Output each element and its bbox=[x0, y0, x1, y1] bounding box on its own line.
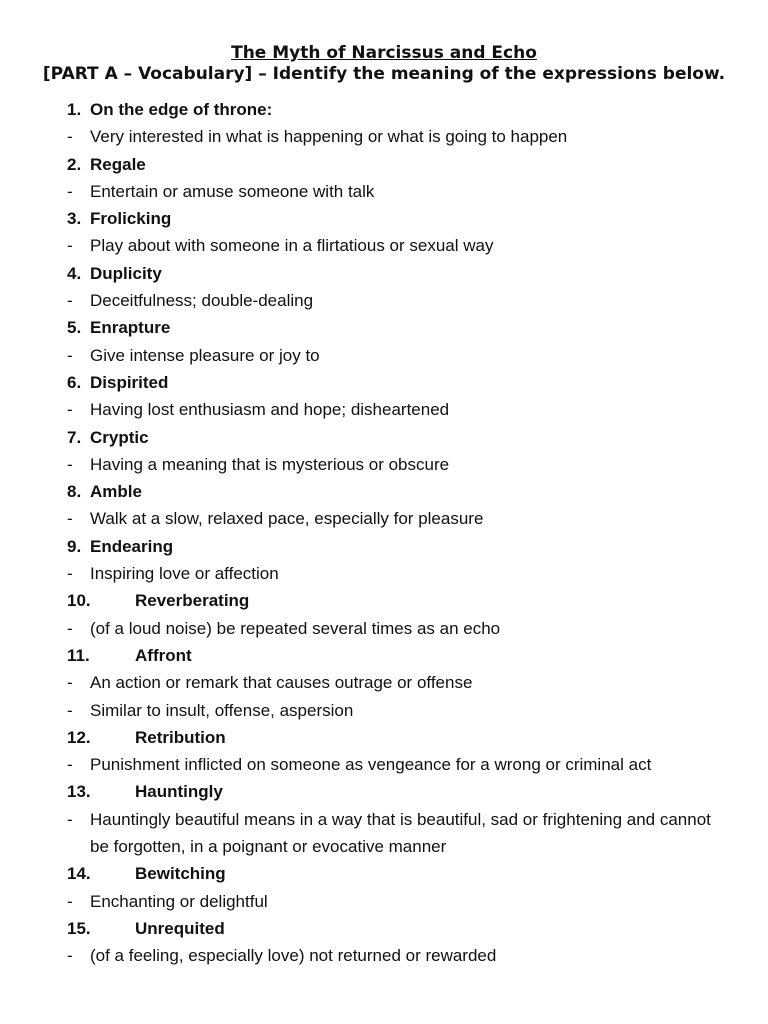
vocab-term-row bbox=[0, 205, 768, 232]
vocab-term-row bbox=[0, 778, 768, 805]
vocab-term-number: 14. bbox=[67, 864, 91, 884]
vocab-term-row bbox=[0, 314, 768, 341]
vocab-definition bbox=[0, 888, 768, 915]
definition-dash: - bbox=[67, 291, 73, 311]
definition-text: Give intense pleasure or joy to bbox=[90, 345, 320, 365]
vocab-definition bbox=[0, 505, 768, 532]
vocab-term-row bbox=[0, 915, 768, 942]
vocab-term-label: Cryptic bbox=[90, 427, 149, 447]
definition-text: An action or remark that causes outrage or offense bbox=[90, 673, 473, 693]
vocab-definition bbox=[0, 942, 768, 969]
definition-dash: - bbox=[67, 400, 73, 420]
definition-dash: - bbox=[67, 618, 73, 638]
vocab-term-number: 9. bbox=[67, 536, 82, 556]
vocab-term-number: 2. bbox=[67, 154, 82, 174]
vocab-term-row bbox=[0, 587, 768, 614]
vocab-definition bbox=[0, 615, 768, 642]
vocab-term-label: Enrapture bbox=[90, 318, 171, 338]
definition-dash: - bbox=[67, 946, 73, 966]
definition-text: Very interested in what is happening or what is going to happen bbox=[90, 127, 568, 147]
vocab-term-row bbox=[0, 860, 768, 887]
vocab-definition bbox=[0, 451, 768, 478]
vocab-term-label: Duplicity bbox=[90, 263, 162, 283]
document-subtitle: [PART A – Vocabulary] – Identify the meaning of the expressions below. bbox=[42, 64, 726, 84]
definition-dash: - bbox=[67, 181, 73, 201]
vocab-term-number: 12. bbox=[67, 727, 91, 747]
definition-dash: - bbox=[67, 809, 73, 829]
vocab-term-number: 8. bbox=[67, 482, 82, 502]
definition-text: Deceitfulness; double-dealing bbox=[90, 291, 314, 311]
vocab-term-label: Affront bbox=[135, 645, 192, 665]
vocab-term-label: Bewitching bbox=[135, 864, 226, 884]
vocab-term-row bbox=[0, 369, 768, 396]
vocab-term-number: 7. bbox=[67, 427, 82, 447]
vocab-term-row bbox=[0, 260, 768, 287]
definition-text: Play about with someone in a flirtatious or sexual way bbox=[90, 236, 494, 256]
definition-dash: - bbox=[67, 891, 73, 911]
vocab-term-row bbox=[0, 642, 768, 669]
definition-text: Having lost enthusiasm and hope; disheartened bbox=[90, 400, 450, 420]
vocab-term-number: 13. bbox=[67, 782, 91, 802]
definition-text: Walk at a slow, relaxed pace, especially for pleasure bbox=[90, 509, 484, 529]
vocab-term-number: 1. bbox=[67, 100, 82, 119]
vocab-definition bbox=[0, 287, 768, 314]
vocab-term-row bbox=[0, 478, 768, 505]
vocab-term-label: Unrequited bbox=[135, 918, 225, 938]
vocab-definition bbox=[0, 669, 768, 696]
definition-dash: - bbox=[67, 673, 73, 693]
definition-text: Hauntingly beautiful means in a way that is beautiful, sad or frightening and cannot be forgotten, in a poignant or evocative manner bbox=[90, 809, 711, 857]
vocab-term-label: Frolicking bbox=[90, 209, 172, 229]
vocab-definition bbox=[0, 560, 768, 587]
vocab-definition bbox=[0, 232, 768, 259]
vocab-definition bbox=[0, 697, 768, 724]
definition-dash: - bbox=[67, 755, 73, 775]
definition-dash: - bbox=[67, 564, 73, 584]
vocab-term-number: 15. bbox=[67, 918, 91, 938]
vocab-term-number: 4. bbox=[67, 263, 82, 283]
vocab-term-row bbox=[0, 724, 768, 751]
vocab-term-label: Regale bbox=[90, 154, 146, 174]
vocab-term-label: Endearing bbox=[90, 536, 174, 556]
definition-text: Having a meaning that is mysterious or obscure bbox=[90, 454, 450, 474]
definition-dash: - bbox=[67, 236, 73, 256]
definition-text: Inspiring love or affection bbox=[90, 564, 279, 584]
definition-dash: - bbox=[67, 509, 73, 529]
definition-text: (of a feeling, especially love) not returned or rewarded bbox=[90, 946, 497, 966]
vocab-term-label: Amble bbox=[90, 482, 142, 502]
vocabulary-list bbox=[0, 96, 768, 970]
vocab-definition bbox=[0, 123, 768, 150]
vocab-definition bbox=[0, 396, 768, 423]
vocab-term-number: 3. bbox=[67, 209, 82, 229]
definition-text: (of a loud noise) be repeated several times as an echo bbox=[90, 618, 501, 638]
definition-dash: - bbox=[67, 700, 73, 720]
vocab-term-number: 10. bbox=[67, 591, 91, 611]
vocab-term-row bbox=[0, 151, 768, 178]
vocab-term-number: 5. bbox=[67, 318, 82, 338]
vocab-term-label: On the edge of throne: bbox=[90, 100, 273, 119]
definition-dash: - bbox=[67, 454, 73, 474]
definition-text: Punishment inflicted on someone as vengeance for a wrong or criminal act bbox=[90, 755, 652, 775]
vocab-term-number: 6. bbox=[67, 372, 82, 392]
vocab-term-label: Reverberating bbox=[135, 591, 250, 611]
vocab-definition bbox=[0, 806, 768, 861]
definition-dash: - bbox=[67, 127, 73, 147]
vocab-term-row bbox=[0, 96, 768, 123]
definition-text: Enchanting or delightful bbox=[90, 891, 268, 911]
vocab-term-label: Retribution bbox=[135, 727, 226, 747]
definition-dash: - bbox=[67, 345, 73, 365]
vocab-term-label: Dispirited bbox=[90, 372, 169, 392]
vocab-definition bbox=[0, 751, 768, 778]
definition-text: Similar to insult, offense, aspersion bbox=[90, 700, 354, 720]
vocab-definition bbox=[0, 178, 768, 205]
vocab-term-row bbox=[0, 533, 768, 560]
vocab-term-label: Hauntingly bbox=[135, 782, 223, 802]
definition-text: Entertain or amuse someone with talk bbox=[90, 181, 375, 201]
vocab-term-row bbox=[0, 424, 768, 451]
vocab-definition bbox=[0, 342, 768, 369]
vocab-term-number: 11. bbox=[67, 645, 90, 665]
document-title: The Myth of Narcissus and Echo bbox=[231, 43, 537, 63]
